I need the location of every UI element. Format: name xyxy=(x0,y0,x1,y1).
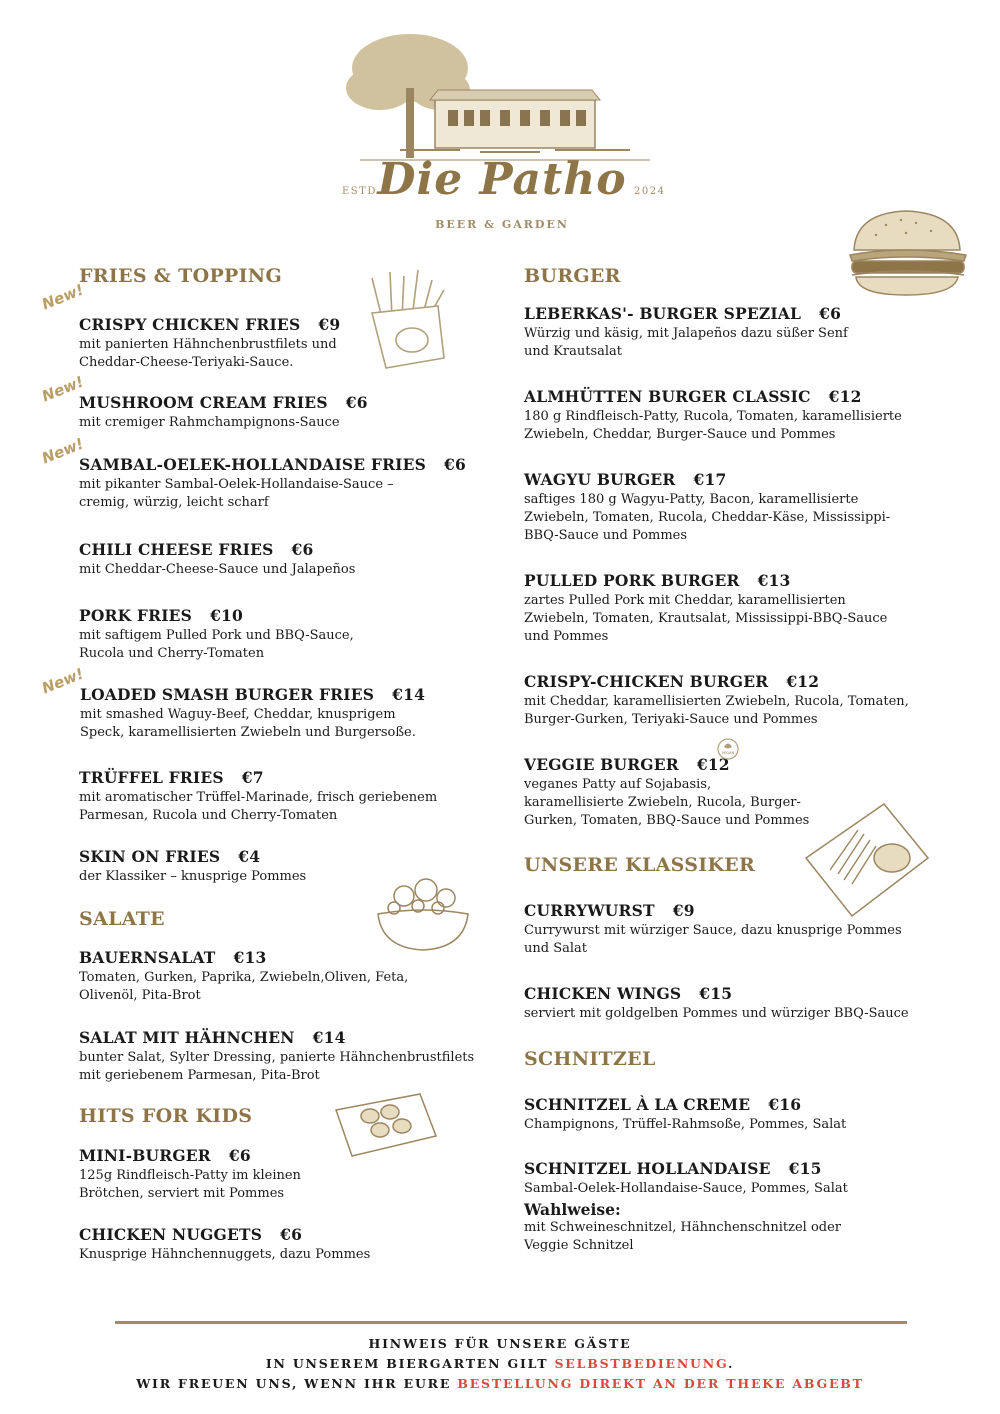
burger-illustration xyxy=(846,205,971,300)
menu-item xyxy=(79,393,479,432)
item-price: €6 xyxy=(291,540,314,559)
menu-item xyxy=(524,1159,924,1255)
new-badge: New! xyxy=(39,664,87,698)
menu-item xyxy=(524,571,924,646)
menu-item xyxy=(80,685,480,742)
footer-divider xyxy=(115,1321,907,1324)
item-price: €6 xyxy=(819,304,842,323)
item-price: €6 xyxy=(444,455,467,474)
item-description: mit Cheddar, karamellisierten Zwiebeln, Rucola, Tomaten, Burger-Gurken, Teriyaki-Sauce und Pommes xyxy=(524,694,909,727)
item-description: 180 g Rindfleisch-Patty, Rucola, Tomaten, karamellisierte Zwiebeln, Cheddar, Burger-Sauce und Pommes xyxy=(524,409,902,442)
item-name: CHICKEN WINGS xyxy=(524,984,682,1003)
footer-text: WIR FREUEN UNS, WENN IHR EURE xyxy=(136,1376,458,1391)
item-name: MINI-BURGER xyxy=(79,1146,211,1165)
tree-building-illustration xyxy=(340,28,670,163)
item-price: €14 xyxy=(312,1028,346,1047)
item-price: €9 xyxy=(318,315,341,334)
item-price: €7 xyxy=(241,768,264,787)
item-description: mit Cheddar-Cheese-Sauce und Jalapeños xyxy=(79,562,356,577)
item-description: mit smashed Waguy-Beef, Cheddar, knusprigem Speck, karamellisierten Zwiebeln und Burgersoße. xyxy=(80,707,416,740)
item-name: CURRYWURST xyxy=(524,901,655,920)
item-description: Würzig und käsig, mit Jalapeños dazu süßer Senf und Krautsalat xyxy=(524,326,848,359)
item-description: 125g Rindfleisch-Patty im kleinen Brötchen, serviert mit Pommes xyxy=(79,1168,301,1201)
item-description: Champignons, Trüffel-Rahmsoße, Pommes, Salat xyxy=(524,1117,847,1132)
footer-note-heading: HINWEIS FÜR UNSERE GÄSTE xyxy=(368,1336,632,1351)
section-title-schnitzel: SCHNITZEL xyxy=(524,1048,656,1070)
item-price: €4 xyxy=(238,847,261,866)
item-description: Sambal-Oelek-Hollandaise-Sauce, Pommes, Salat xyxy=(524,1181,848,1196)
brand-name: Die Patho xyxy=(377,154,627,205)
item-name: SAMBAL-OELEK-HOLLANDAISE FRIES xyxy=(79,455,427,474)
item-price: €15 xyxy=(699,984,733,1003)
menu-item xyxy=(524,387,924,444)
section-title-klassiker: UNSERE KLASSIKER xyxy=(524,854,756,876)
estd-label: ESTD xyxy=(342,186,377,197)
menu-item xyxy=(524,1095,924,1134)
menu-item xyxy=(79,1028,479,1085)
new-badge: New! xyxy=(39,434,87,468)
item-name: TRÜFFEL FRIES xyxy=(79,768,224,787)
footer-highlight: SELBSTBEDIENUNG xyxy=(554,1356,728,1371)
footer-highlight: BESTELLUNG DIREKT AN DER THEKE ABGEBT xyxy=(457,1376,864,1391)
item-price: €15 xyxy=(788,1159,822,1178)
item-name: WAGYU BURGER xyxy=(524,470,676,489)
item-name: CHICKEN NUGGETS xyxy=(79,1225,263,1244)
brand-subtitle: BEER & GARDEN xyxy=(435,218,569,231)
item-price: €13 xyxy=(757,571,791,590)
item-name: PULLED PORK BURGER xyxy=(524,571,740,590)
vegan-badge xyxy=(717,738,739,760)
menu-item xyxy=(524,304,924,361)
menu-item xyxy=(524,672,924,729)
item-price: €17 xyxy=(693,470,727,489)
section-title-fries: FRIES & TOPPING xyxy=(79,265,282,287)
section-title-salate: SALATE xyxy=(79,908,165,930)
item-description: Knusprige Hähnchennuggets, dazu Pommes xyxy=(79,1247,371,1262)
item-name: SCHNITZEL À LA CREME xyxy=(524,1095,751,1114)
item-price: €6 xyxy=(280,1225,303,1244)
item-description: Tomaten, Gurken, Paprika, Zwiebeln,Oliven, Feta, Olivenöl, Pita-Brot xyxy=(79,970,409,1003)
item-price: €12 xyxy=(696,755,730,774)
item-description: serviert mit goldgelben Pommes und würziger BBQ-Sauce xyxy=(524,1006,909,1021)
estd-year: 2024 xyxy=(634,186,666,197)
menu-item xyxy=(524,470,924,545)
item-description: zartes Pulled Pork mit Cheddar, karamellisierten Zwiebeln, Tomaten, Krautsalat, Mississippi-BBQ-Sauce und Pommes xyxy=(524,593,888,644)
item-price: €16 xyxy=(768,1095,802,1114)
item-name: ALMHÜTTEN BURGER CLASSIC xyxy=(524,387,811,406)
menu-item xyxy=(524,984,924,1023)
item-name: VEGGIE BURGER xyxy=(524,755,679,774)
vegan-label: VEGAN xyxy=(721,751,735,755)
item-name: CRISPY-CHICKEN BURGER xyxy=(524,672,769,691)
menu-item xyxy=(79,606,479,663)
item-price: €10 xyxy=(210,606,244,625)
item-description: mit panierten Hähnchenbrustfilets und Cheddar-Cheese-Teriyaki-Sauce. xyxy=(79,337,337,370)
menu-item xyxy=(79,847,479,886)
menu-item xyxy=(524,755,924,830)
item-description: mit aromatischer Trüffel-Marinade, frisch geriebenem Parmesan, Rucola und Cherry-Tomaten xyxy=(79,790,438,823)
section-title-burger: BURGER xyxy=(524,265,621,287)
item-name: LOADED SMASH BURGER FRIES xyxy=(80,685,375,704)
item-name: SALAT MIT HÄHNCHEN xyxy=(79,1028,295,1047)
menu-item xyxy=(79,1225,479,1264)
item-description: bunter Salat, Sylter Dressing, panierte Hähnchenbrustfilets mit geriebenem Parmesan, Pita-Brot xyxy=(79,1050,475,1083)
footer-text: . xyxy=(728,1356,735,1371)
vegan-leaf-icon xyxy=(717,738,739,760)
item-name: CHILI CHEESE FRIES xyxy=(79,540,274,559)
menu-item xyxy=(79,315,479,372)
menu-item xyxy=(524,901,924,958)
item-price: €12 xyxy=(786,672,820,691)
section-title-kids: HITS FOR KIDS xyxy=(79,1105,253,1127)
item-price: €14 xyxy=(392,685,426,704)
item-price: €6 xyxy=(228,1146,251,1165)
footer-note-line-2 xyxy=(0,1356,1000,1371)
menu-item xyxy=(79,768,479,825)
item-name: CRISPY CHICKEN FRIES xyxy=(79,315,301,334)
item-description: veganes Patty auf Sojabasis, karamellisierte Zwiebeln, Rucola, Burger-Gurken, Tomaten, BBQ-Sauce und Pommes xyxy=(524,777,810,828)
menu-item xyxy=(79,540,479,579)
item-description: Currywurst mit würziger Sauce, dazu knusprige Pommes und Salat xyxy=(524,923,902,956)
footer-text: IN UNSEREM BIERGARTEN GILT xyxy=(265,1356,555,1371)
item-description: saftiges 180 g Wagyu-Patty, Bacon, karamellisierte Zwiebeln, Tomaten, Rucola, Cheddar-Käse, Mississippi-BBQ-Sauce und Pommes xyxy=(524,492,891,543)
item-price: €12 xyxy=(828,387,862,406)
item-price: €6 xyxy=(345,393,368,412)
menu-item xyxy=(79,948,479,1005)
item-price: €9 xyxy=(672,901,695,920)
item-name: MUSHROOM CREAM FRIES xyxy=(79,393,328,412)
item-description: der Klassiker – knusprige Pommes xyxy=(79,869,307,884)
new-badge: New! xyxy=(39,280,87,314)
item-price: €13 xyxy=(233,948,267,967)
wahlweise-label: Wahlweise: xyxy=(524,1200,621,1219)
new-badge: New! xyxy=(39,372,87,406)
menu-item xyxy=(79,455,479,512)
item-name: LEBERKAS'- BURGER SPEZIAL xyxy=(524,304,802,323)
item-name: SKIN ON FRIES xyxy=(79,847,221,866)
salad-bowl-illustration xyxy=(374,874,472,954)
menu-item xyxy=(79,1146,479,1203)
wahlweise-description: mit Schweineschnitzel, Hähnchenschnitzel oder Veggie Schnitzel xyxy=(524,1220,842,1253)
item-description: mit pikanter Sambal-Oelek-Hollandaise-Sauce – cremig, würzig, leicht scharf xyxy=(79,477,394,510)
item-name: PORK FRIES xyxy=(79,606,193,625)
footer-note-line-3 xyxy=(0,1376,1000,1391)
item-name: SCHNITZEL HOLLANDAISE xyxy=(524,1159,771,1178)
item-name: BAUERNSALAT xyxy=(79,948,216,967)
item-description: mit cremiger Rahmchampignons-Sauce xyxy=(79,415,340,430)
item-description: mit saftigem Pulled Pork und BBQ-Sauce, Rucola und Cherry-Tomaten xyxy=(79,628,354,661)
